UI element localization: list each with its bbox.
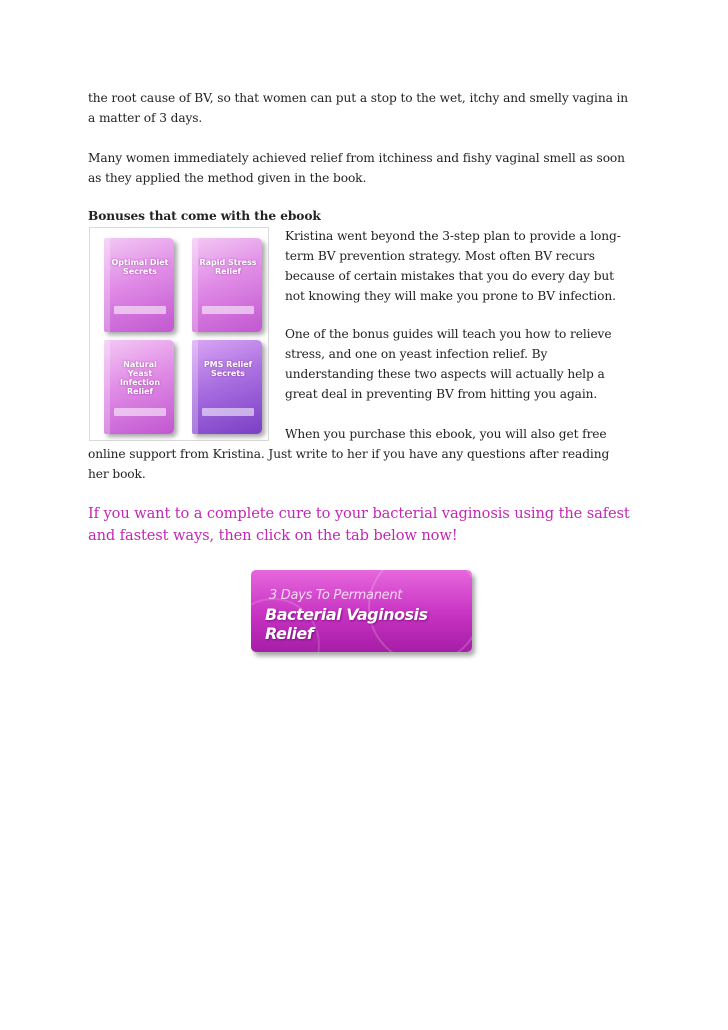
bonus-paragraph-prevention xyxy=(285,226,640,306)
paragraph-relief xyxy=(88,148,648,188)
text-line: stress, and one on yeast infection relief. By xyxy=(285,347,548,361)
text-line: understanding these two aspects will actually help a xyxy=(285,367,605,381)
bonus-ebooks-image xyxy=(89,227,269,441)
banner-subtitle: 3 Days To Permanent xyxy=(269,588,403,603)
bonus-heading: Bonuses that come with the ebook xyxy=(88,209,321,223)
text-line: and fastest ways, then click on the tab below now! xyxy=(88,527,458,544)
text-line: online support from Kristina. Just write to her if you have any questions after reading xyxy=(88,447,610,461)
ebook-author-strip xyxy=(114,306,166,314)
ebook-title: PMS Relief Secrets xyxy=(203,360,253,378)
order-banner-button[interactable] xyxy=(251,570,472,652)
text-line: Kristina went beyond the 3-step plan to provide a long- xyxy=(285,229,621,243)
ebook-title: Natural Yeast Infection Relief xyxy=(119,360,161,396)
text-line: a matter of 3 days. xyxy=(88,111,203,125)
ebook-title: Rapid Stress Relief xyxy=(199,258,257,276)
ebook-author-strip xyxy=(114,408,166,416)
banner-title: Bacterial Vaginosis Relief xyxy=(265,605,428,643)
text-line: not knowing they will make you prone to BV infection. xyxy=(285,289,616,303)
ebook-title: Optimal Diet Secrets xyxy=(111,258,169,276)
ebook-author-strip xyxy=(202,408,254,416)
text-line: term BV prevention strategy. Most often BV recurs xyxy=(285,249,595,263)
ebook-cover xyxy=(192,340,262,434)
text-line: When you purchase this ebook, you will also get free xyxy=(285,427,607,441)
ebook-author-strip xyxy=(202,306,254,314)
text-line: as they applied the method given in the book. xyxy=(88,171,367,185)
ebook-cover xyxy=(192,238,262,332)
call-to-action-text xyxy=(88,503,648,547)
text-line: One of the bonus guides will teach you how to relieve xyxy=(285,327,612,341)
bonus-paragraph-support-continued xyxy=(88,444,648,484)
text-line: the root cause of BV, so that women can put a stop to the wet, itchy and smelly vagina in xyxy=(88,91,629,105)
ebook-cover xyxy=(104,238,174,332)
text-line: because of certain mistakes that you do every day but xyxy=(285,269,614,283)
text-line: If you want to a complete cure to your bacterial vaginosis using the safest xyxy=(88,505,630,522)
ebook-cover xyxy=(104,340,174,434)
text-line: her book. xyxy=(88,467,146,481)
paragraph-root-cause xyxy=(88,88,648,128)
text-line: great deal in preventing BV from hitting you again. xyxy=(285,387,598,401)
bonus-paragraph-guides xyxy=(285,324,640,404)
text-line: Many women immediately achieved relief from itchiness and fishy vaginal smell as soon xyxy=(88,151,625,165)
bonus-paragraph-support xyxy=(285,424,640,444)
